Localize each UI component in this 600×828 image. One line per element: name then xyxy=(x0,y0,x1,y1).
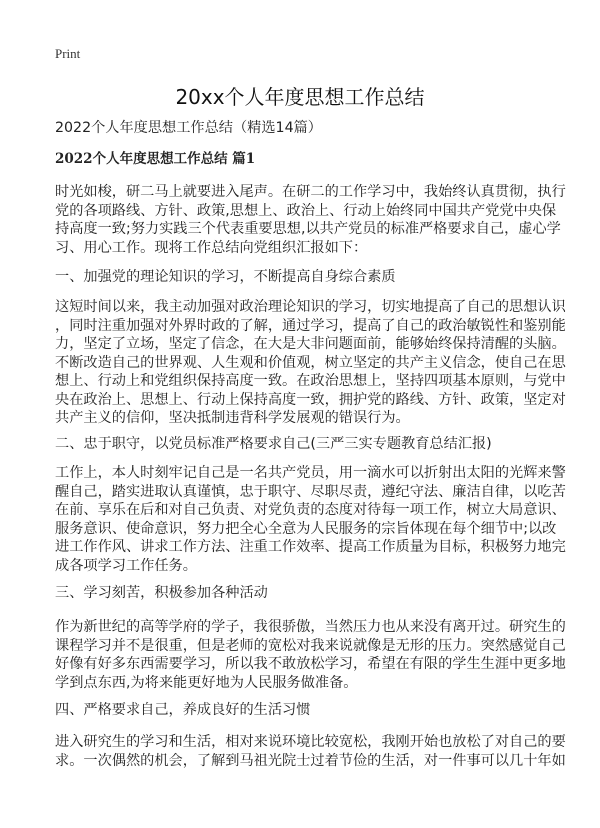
paragraph-line: 习、用心工作。现将工作总结向党组织汇报如下： xyxy=(55,239,368,256)
section-heading-1 xyxy=(55,268,549,287)
heading-text: 2022个人年度思想工作总结 篇1 xyxy=(55,151,256,167)
paragraph-line: 作为新世纪的高等学府的学子，我很骄傲，当然压力也从来没有离开过。研究生的 xyxy=(55,619,566,635)
paragraph-line: 好像有好多东西需要学习，所以我不敢放松学习，希望在有限的学生生涯中更多地 xyxy=(55,656,566,672)
paragraph-line: 共产主义的信仰，坚决抵制违背科学发展观的错误行为。 xyxy=(55,410,410,426)
document-subtitle xyxy=(55,119,549,138)
section-heading-text: 二、忠于职守，以党员标准严格要求自己(三严三实专题教育总结汇报) xyxy=(55,436,492,452)
paragraph-line: 不断改造自己的世界观、人生观和价值观，树立坚定的共产主义信念，使自己在思 xyxy=(55,354,566,371)
article-heading xyxy=(55,150,549,169)
paragraph-line: 成各项学习工作任务。 xyxy=(55,557,197,574)
paragraph-line: 持高度一致;努力实践三个代表重要思想,以共产党员的标准严格要求自己，虚心学 xyxy=(55,221,561,237)
subtitle-text: 2022个人年度思想工作总结（精选14篇） xyxy=(55,120,322,136)
paragraph-line: 力，坚定了立场，坚定了信念，在大是大非问题面前，能够始终保持清醒的头脑。 xyxy=(55,336,566,352)
print-link[interactable]: Print xyxy=(55,46,81,61)
paragraph-line: 课程学习并不是很重，但是老师的宽松对我来说就像是无形的压力。突然感觉自己 xyxy=(55,637,566,654)
paragraph-line: 想上、行动上和党组织保持高度一致。在政治思想上，坚持四项基本原则，与党中 xyxy=(55,373,566,389)
section-heading-text: 一、加强党的理论知识的学习，不断提高自身综合素质 xyxy=(55,269,396,285)
paragraph-line: 服务意识、使命意识，努力把全心全意为人民服务的宗旨体现在每个细节中;以改 xyxy=(55,520,557,537)
section-paragraph-2 xyxy=(55,464,566,575)
paragraph-line: 这短时间以来，我主动加强对政治理论知识的学习，切实地提高了自己的思想认识 xyxy=(55,299,566,315)
section-paragraph-3 xyxy=(55,618,566,692)
paragraph-line: 求。一次偶然的机会，了解到马祖光院士过着节俭的生活，对一件事可以几十年如 xyxy=(55,752,566,769)
intro-paragraph xyxy=(55,183,566,257)
section-paragraph-4 xyxy=(55,733,566,770)
paragraph-line: 党的各项路线、方针、政策,思想上、政治上、行动上始终同中国共产党党中央保 xyxy=(55,202,557,219)
section-heading-text: 三、学习刻苦，积极参加各种活动 xyxy=(55,585,268,601)
paragraph-line: 进工作作风、讲求工作方法、注重工作效率、提高工作质量为目标，积极努力地完 xyxy=(55,539,566,555)
paragraph-line: ，同时注重加强对外界时政的了解，通过学习，提高了自己的政治敏锐性和鉴别能 xyxy=(55,317,566,334)
paragraph-line: 进入研究生的学习和生活，相对来说环境比较宽松，我刚开始也放松了对自己的要 xyxy=(55,734,566,750)
paragraph-line: 学到点东西,为将来能更好地为人民服务做准备。 xyxy=(55,674,358,691)
paragraph-line: 时光如梭，研二马上就要进入尾声。在研二的工作学习中，我始终认真贯彻，执行 xyxy=(55,184,566,200)
section-heading-text: 四、严格要求自己，养成良好的生活习惯 xyxy=(55,702,311,718)
paragraph-line: 工作上，本人时刻牢记自己是一名共产党员，用一滴水可以折射出太阳的光辉来警 xyxy=(55,465,566,481)
section-heading-3 xyxy=(55,584,549,603)
section-heading-4 xyxy=(55,701,549,720)
paragraph-line: 在前、享乐在后和对自己负责、对党负责的态度对待每一项工作，树立大局意识、 xyxy=(55,502,566,518)
paragraph-line: 央在政治上、思想上、行动上保持高度一致，拥护党的路线、方针、政策，坚定对 xyxy=(55,391,566,408)
section-paragraph-1 xyxy=(55,298,566,428)
document-title: 20xx个人年度思想工作总结 xyxy=(175,85,425,109)
paragraph-line: 醒自己，踏实进取认真谨慎，忠于职守、尽职尽责，遵纪守法、廉洁自律，以吃苦 xyxy=(55,483,566,500)
section-heading-2 xyxy=(55,435,549,454)
